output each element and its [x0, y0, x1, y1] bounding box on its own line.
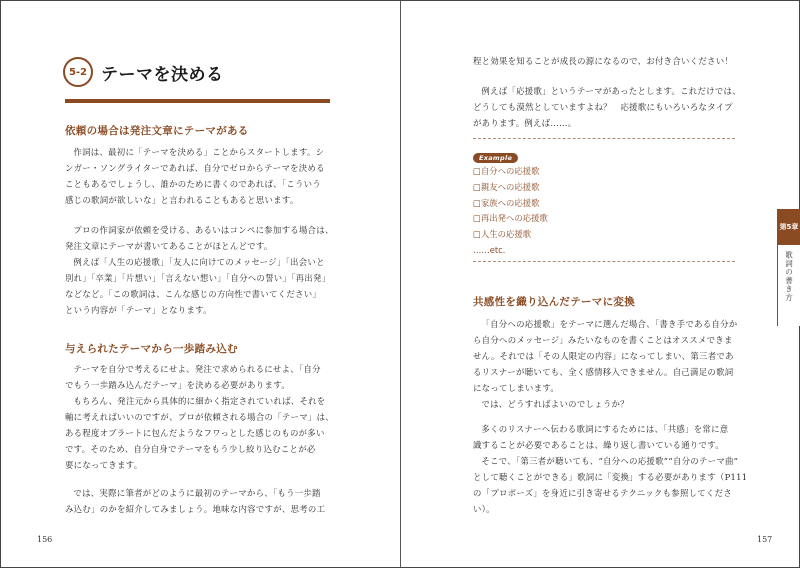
dashed-divider — [473, 261, 735, 262]
rpara3-line: せん。それでは「その人限定の内容」になってしまい、第三者であ — [473, 351, 734, 361]
section-title-text: テーマを決める — [101, 64, 224, 85]
example-item: □人生の応援歌 — [473, 229, 532, 240]
para3-line: 要になってきます。 — [65, 460, 143, 470]
rpara2-line: があります。例えば……。 — [473, 118, 577, 128]
para2-line: などなど。「この歌詞は、こんな感じの方向性で書いてください」 — [65, 289, 322, 299]
rpara4-line: い）。 — [473, 504, 495, 514]
example-tag: Example — [473, 153, 518, 163]
section-title — [63, 57, 224, 87]
paragraph-2 — [65, 222, 340, 318]
right-paragraph-1 — [473, 53, 748, 69]
para1-line: ンガー・ソングライターであれば、自分でゼロからテーマを決める — [65, 163, 325, 173]
example-item: □親友への応援歌 — [473, 181, 540, 192]
example-item: ……etc. — [473, 244, 506, 255]
section-number-badge: 5-2 — [63, 57, 93, 87]
rpara2-line: 例えば「応援歌」というテーマがあったとします。これだけでは、 — [481, 86, 741, 96]
example-box — [473, 145, 735, 259]
paragraph-1 — [65, 144, 340, 208]
chapter-side-tab — [777, 209, 800, 326]
heading-2-text: 与えられたテーマから一歩踏み込む — [65, 343, 238, 355]
rpara4-line: そこで、「第三者が聴いても、“自分への応援歌”“自分のテーマ曲” — [481, 456, 739, 466]
right-heading-text: 共感性を織り込んだテーマに変換 — [473, 296, 635, 308]
para2-line: 発注文章にテーマが書いてあることがほとんどです。 — [65, 241, 273, 251]
para1-line: 感じの歌詞が欲しいな」と言われることもあると思います。 — [65, 195, 299, 205]
left-page — [1, 1, 400, 567]
para3-line: ある程度オブラートに包んだようなフワっとした感じのものが多い — [65, 428, 325, 438]
rpara4-line: 識することが必要であることは、繰り返し書いている通りです。 — [473, 440, 724, 450]
dashed-divider — [473, 138, 735, 139]
rpara2-line: どうしても漠然としていますよね？ 応援歌にもいろいろなタイプ — [473, 102, 733, 112]
heading-2 — [65, 341, 238, 356]
para2-line: 別れ」「卒業」「片想い」「言えない想い」「自分への誓い」「再出発」 — [65, 273, 331, 283]
rpara3-line: ら自分へのメッセージ」みたいなものを書くことはオススメできま — [473, 335, 733, 345]
example-top-rule — [473, 138, 735, 139]
para3-line: です。そのため、自分自身でテーマをもう少し絞り込むことが必 — [65, 444, 316, 454]
chapter-tab-label: 歌詞の書き方 — [784, 251, 794, 302]
para3-line: でもう一歩踏み込んだテーマ」を決める必要があります。 — [65, 380, 290, 390]
para2-line: プロの作詞家が依頼を受ける、あるいはコンペに参加する場合は、 — [73, 225, 334, 235]
right-paragraph-2 — [473, 83, 748, 131]
right-paragraph-4 — [473, 421, 748, 517]
rpara4-line: として聴くことができる」歌詞に「変換」する必要があります（P111 — [473, 472, 748, 482]
right-paragraph-3 — [473, 316, 748, 412]
chapter-tab-number: 第5章 — [778, 209, 800, 245]
para2-line: という内容が「テーマ」となります。 — [65, 305, 212, 315]
example-bottom-rule — [473, 261, 735, 262]
example-item: □再出発への応援歌 — [473, 213, 548, 224]
page-number-right: 157 — [757, 535, 773, 544]
section-rule — [65, 99, 330, 103]
para3-line: もちろん、発注元から具体的に細かく指定されていれば、それを — [73, 396, 326, 406]
para1-line: こともあるでしょうし、誰かのために書くのであれば、「こういう — [65, 179, 321, 189]
rpara3-line: るリスナーが聴いても、全く感情移入できません。自己満足の歌詞 — [473, 367, 734, 377]
rpara4-line: の「プロポーズ」を身近に引き寄せるテクニックも参照してくださ — [473, 488, 732, 498]
right-heading — [473, 294, 635, 309]
heading-1 — [65, 123, 249, 138]
rpara3-line: 「自分への応援歌」をテーマに選んだ場合、「書き手である自分か — [481, 319, 738, 329]
para4-line: では、実際に筆者がどのように最初のテーマから、「もう一歩踏 — [73, 488, 321, 498]
rpara4-line: 多くのリスナーへ伝わる歌詞にするためには、「共感」を常に意 — [481, 424, 729, 434]
para4-line: み込む」のかを紹介してみましょう。地味な内容ですが、思考の工 — [65, 504, 326, 514]
para3-line: テーマを自分で考えるにせよ、発注で求められるにせよ、「自分 — [73, 364, 321, 374]
para3-line: 軸に考えればいいのですが、プロが依頼される場合の「テーマ」は、 — [65, 412, 334, 422]
para1-line: 作詞は、最初に「テーマを決める」ことからスタートします。シ — [73, 147, 325, 157]
rpara3-line: では、どうすればよいのでしょうか？ — [481, 399, 629, 409]
paragraph-3 — [65, 361, 340, 473]
example-item: □家族への応援歌 — [473, 197, 540, 208]
page-number-left: 156 — [37, 535, 53, 544]
rpara3-line: になってしまいます。 — [473, 383, 560, 393]
rpara1-line: 程と効果を知ることが成長の源になるので、お付き合いください！ — [473, 56, 734, 66]
para2-line: 例えば「人生の応援歌」「友人に向けてのメッセージ」「出会いと — [73, 257, 325, 267]
paragraph-4 — [65, 485, 340, 517]
heading-1-text: 依頼の場合は発注文章にテーマがある — [65, 125, 249, 137]
example-item: □自分への応援歌 — [473, 166, 540, 176]
